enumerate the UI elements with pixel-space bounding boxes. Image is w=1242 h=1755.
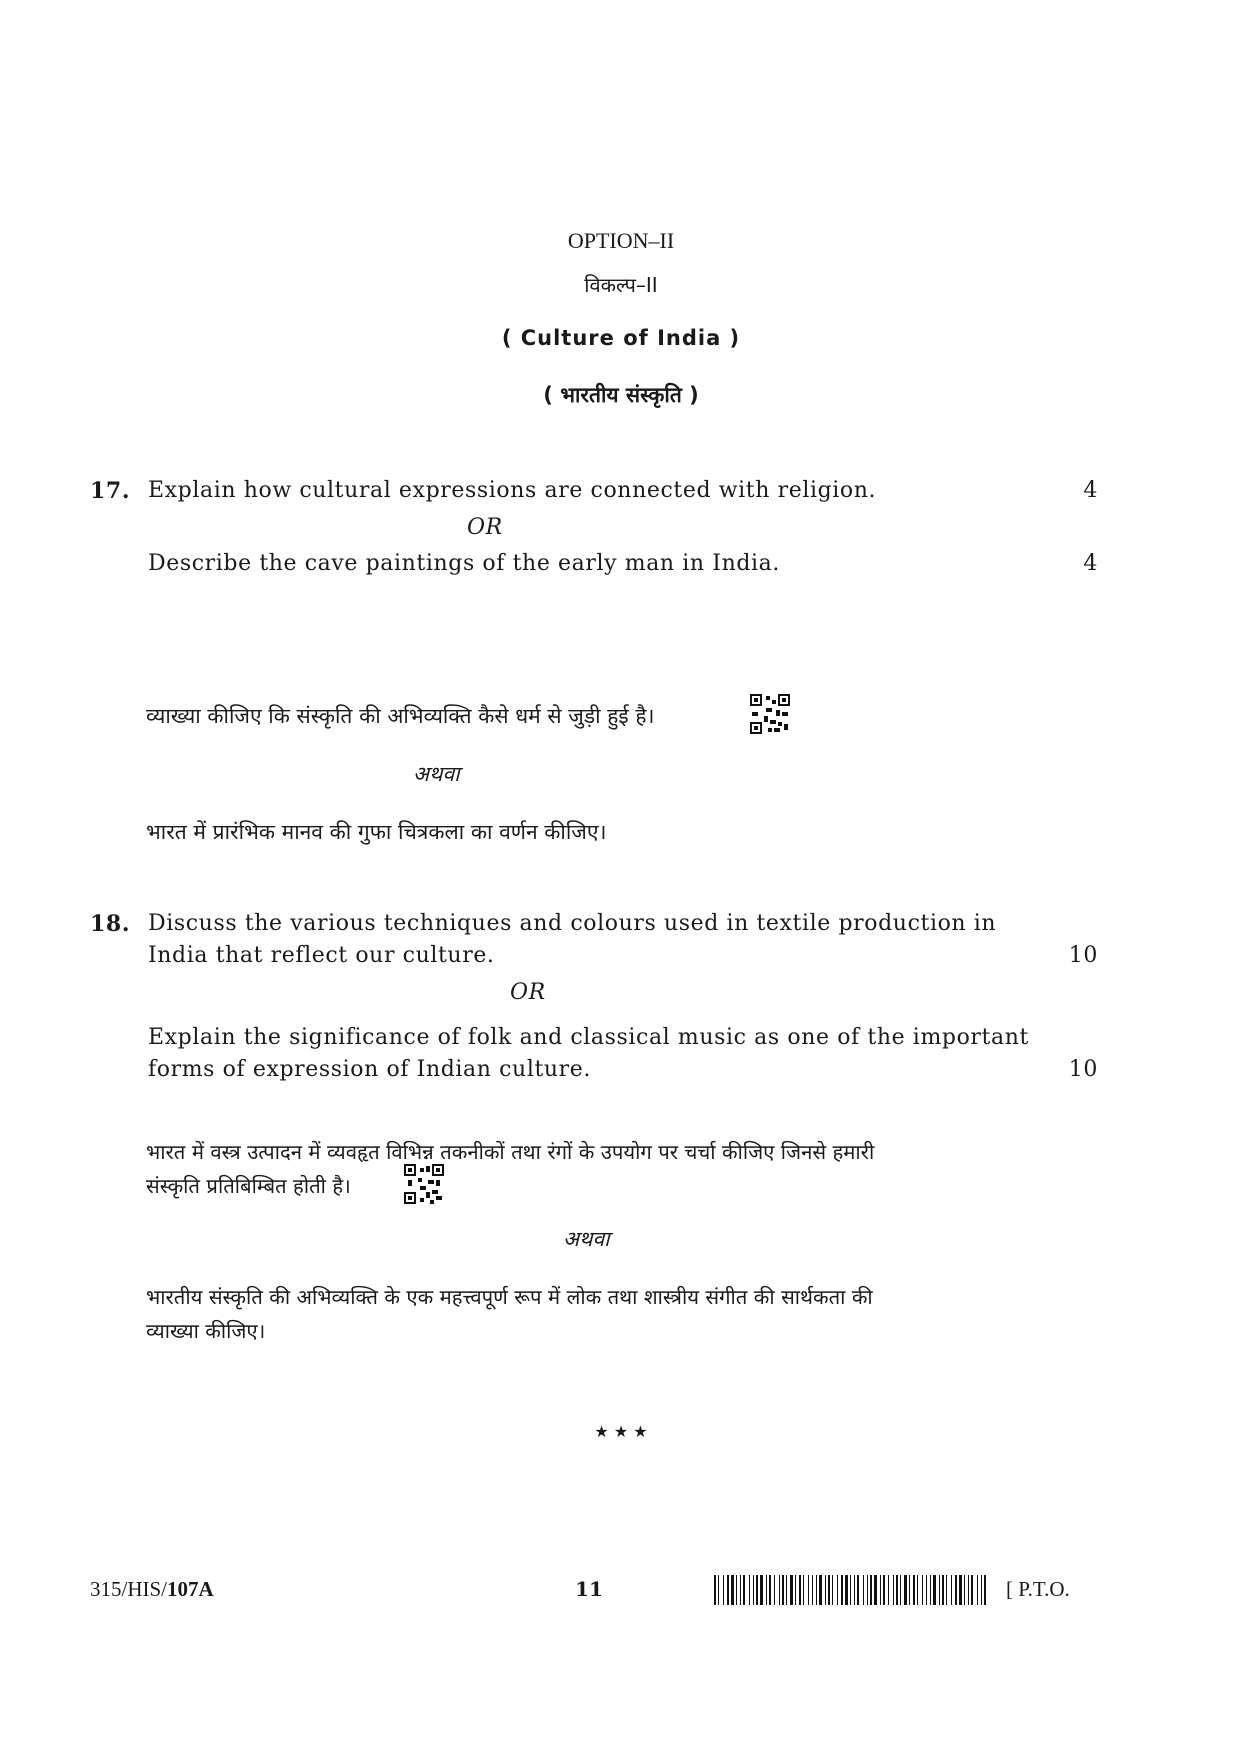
q18-or: OR xyxy=(510,980,546,1005)
q18-alt-text-line2: forms of expression of Indian culture. xyxy=(148,1057,592,1082)
q18-alt-text-line1: Explain the significance of folk and classical music as one of the important xyxy=(148,1025,1029,1050)
paper-code-prefix: 315/HIS/ xyxy=(90,1577,168,1601)
q18-hindi-alt-text-line2: व्याख्या कीजिए। xyxy=(146,1319,266,1343)
paper-code-set: 107A xyxy=(167,1577,214,1601)
question-number-17: 17. xyxy=(90,478,131,504)
q18-alt-marks: 10 xyxy=(1068,1057,1098,1082)
q18-hindi-text-line1: भारत में वस्त्र उत्पादन में व्यवहृत विभिन्न तकनीकों तथा रंगों के उपयोग पर चर्चा कीजिए जिनसे हमारी xyxy=(146,1140,875,1164)
option-heading-hindi: विकल्प–II xyxy=(584,273,658,297)
q18-text-line1: Discuss the various techniques and colours used in textile production in xyxy=(148,911,997,936)
q17-or: OR xyxy=(467,515,503,540)
q17-hindi-text: व्याख्या कीजिए कि संस्कृति की अभिव्यक्ति कैसे धर्म से जुड़ी हुई है। xyxy=(146,704,655,728)
barcode xyxy=(714,1575,990,1605)
q18-hindi-alt-text-line1: भारतीय संस्कृति की अभिव्यक्ति के एक महत्त्वपूर्ण रूप में लोक तथा शास्त्रीय संगीत की सार्थकता की xyxy=(146,1285,873,1309)
option-heading: OPTION–II xyxy=(567,228,675,253)
q17-text: Explain how cultural expressions are connected with religion. xyxy=(148,478,877,503)
q17-marks: 4 xyxy=(1083,478,1098,503)
section-title: ( Culture of India ) xyxy=(501,326,741,350)
qr-code-icon xyxy=(404,1164,444,1208)
section-title-hindi: ( भारतीय संस्कृति ) xyxy=(543,383,699,407)
q17-hindi-or: अथवा xyxy=(413,762,460,786)
pto-label: [ P.T.O. xyxy=(1006,1577,1070,1601)
q17-hindi-alt-text: भारत में प्रारंभिक मानव की गुफा चित्रकला का वर्णन कीजिए। xyxy=(146,820,607,844)
q18-marks: 10 xyxy=(1068,943,1098,968)
q18-hindi-or: अथवा xyxy=(563,1227,610,1251)
q17-alt-marks: 4 xyxy=(1083,551,1098,576)
page-number: 11 xyxy=(575,1577,603,1601)
q18-hindi-text-line2: संस्कृति प्रतिबिम्बित होती है। xyxy=(146,1174,351,1198)
qr-code-icon xyxy=(750,694,790,738)
q18-text-line2: India that reflect our culture. xyxy=(148,943,495,968)
q17-alt-text: Describe the cave paintings of the early man in India. xyxy=(148,551,780,576)
question-number-18: 18. xyxy=(90,911,131,937)
end-marker: ★ ★ ★ xyxy=(594,1422,648,1441)
